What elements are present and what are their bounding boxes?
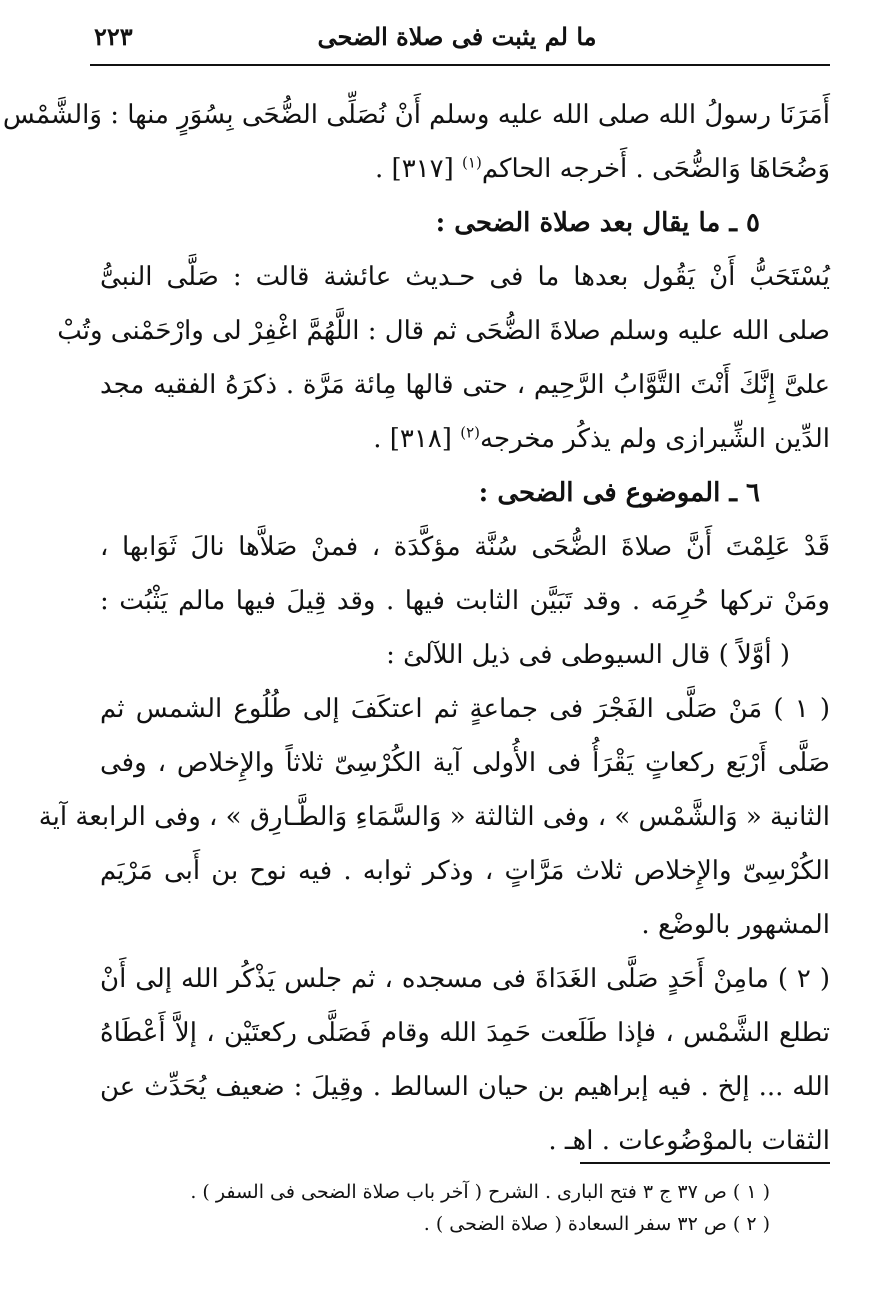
text-line [57, 304, 830, 358]
footnote-2: ( ٢ ) ص ٣٢ سفر السعادة ( صلاة الضحى ) . [423, 1213, 770, 1235]
text-line [100, 1114, 830, 1168]
line-text: وَضُحَاهَا وَالضُّحَى . أَخرجه الحاكم [481, 154, 830, 184]
line-text: يُسْتَحَبُّ أَنْ يَقُول بعدها ما فى حـديث عائشة قالت : صَلَّى النبىُّ [100, 262, 830, 292]
text-line [100, 952, 830, 1006]
line-text: الثقات بالموْضُوعات . اهـ . [548, 1126, 830, 1156]
line-ref-number: [٣١٨] . [373, 424, 461, 454]
line-text: ٦ ـ الموضوع فى الضحى : [478, 478, 760, 508]
footnote-ref: (٢) [460, 423, 480, 442]
line-text: علىَّ إِنَّكَ أَنْتَ التَّوَّابُ الرَّحِيم ، حتى قالها مِائة مَرَّة . ذكرَهُ الفقيه مجد [100, 370, 830, 400]
text-line [100, 142, 830, 196]
line-text: تطلع الشَّمْس ، فإذا طَلَعت حَمِدَ الله وقام فَصَلَّى ركعتَيْن ، إلاَّ أَعْطَاهُ [100, 1018, 830, 1048]
running-header [92, 20, 822, 56]
text-line [100, 250, 830, 304]
footnote-rule [580, 1162, 830, 1164]
line-text: الدِّين الشِّيرازى ولم يذكُر مخرجه [480, 424, 830, 454]
line-text: ٥ ـ ما يقال بعد صلاة الضحى : [435, 208, 760, 238]
footnote-1: ( ١ ) ص ٣٧ ج ٣ فتح البارى . الشرح ( آخر باب صلاة الضحى فى السفر ) . [190, 1181, 770, 1203]
header-rule [90, 64, 830, 66]
footnote-ref: (١) [462, 153, 482, 172]
line-text: صَلَّى أَرْبَع ركعاتٍ يَقْرَأُ فى الأُولى آية الكُرْسِىّ ثلاثاً والإِخلاص ، وفى [100, 748, 830, 778]
text-line [100, 1006, 830, 1060]
page-number: ٢٢٣ [94, 22, 133, 51]
text-line [100, 736, 830, 790]
footnotes [100, 1176, 770, 1240]
text-line [100, 412, 830, 466]
line-text: ( أوَّلاً ) قال السيوطى فى ذيل اللآلئ : [386, 640, 790, 670]
running-title: ما لم يثبت فى صلاة الضحى [317, 22, 597, 51]
line-text: الله ... إلخ . فيه إبراهيم بن حيان السالط . وقِيلَ : ضعيف يُحَدِّث عن [100, 1072, 830, 1102]
text-line [100, 844, 830, 898]
section-heading [100, 196, 830, 250]
text-line [38, 790, 830, 844]
text-line [2, 88, 830, 142]
text-line [100, 520, 830, 574]
line-ref-number: [٣١٧] . [375, 154, 463, 184]
text-line [100, 628, 830, 682]
text-line [100, 574, 830, 628]
line-text: ( ٢ ) مامِنْ أَحَدٍ صَلَّى الغَدَاةَ فى مسجده ، ثم جلس يَذْكُر الله إلى أَنْ [100, 964, 830, 994]
text-line [100, 682, 830, 736]
line-text: الثانية « وَالشَّمْس » ، وفى الثالثة « وَالسَّمَاءِ وَالطَّـارِق » ، وفى الرابعة آية [38, 802, 830, 832]
text-line [100, 898, 830, 952]
line-text: قَدْ عَلِمْتَ أَنَّ صلاةَ الضُّحَى سُنَّة مؤكَّدَة ، فمنْ صَلاَّها نالَ ثَوَابها ، [100, 532, 830, 562]
text-line [100, 358, 830, 412]
line-text: ومَنْ تركها حُرِمَه . وقد تَبَيَّن الثابت فيها . وقد قِيلَ فيها مالم يَثْبُت : [100, 586, 830, 616]
section-heading [100, 466, 830, 520]
line-text: ( ١ ) مَنْ صَلَّى الفَجْرَ فى جماعةٍ ثم اعتكَفَ إلى طُلُوع الشمس ثم [100, 694, 830, 724]
body-text [2, 88, 830, 1168]
line-text: صلى الله عليه وسلم صلاةَ الضُّحَى ثم قال : اللَّهُمَّ اغْفِرْ لى وارْحَمْنى وتُبْ [57, 316, 830, 346]
line-text: الكُرْسِىّ والإِخلاص ثلاث مَرَّاتٍ ، وذكر ثوابه . فيه نوح بن أَبى مَرْيَم [100, 856, 830, 886]
line-text: المشهور بالوضْع . [641, 910, 830, 940]
line-text: أَمَرَنَا رسولُ الله صلى الله عليه وسلم أَنْ نُصَلِّى الضُّحَى بِسُوَرٍ منها : وَالشَّمْس [2, 100, 830, 130]
text-line [100, 1060, 830, 1114]
